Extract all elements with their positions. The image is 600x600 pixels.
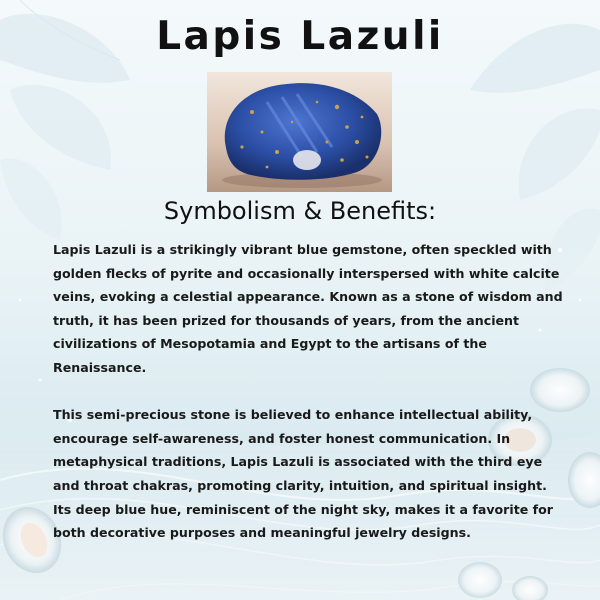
description-body: [53, 238, 565, 568]
page-title: Lapis Lazuli: [156, 14, 444, 59]
section-heading: Symbolism & Benefits:: [163, 197, 437, 225]
gemstone-photo: [207, 72, 392, 192]
description-paragraph: Lapis Lazuli is a strikingly vibrant blue gemstone, often speckled with golden flecks of pyrite and occasionally interspersed with white calcite veins, evoking a celestial appearance. Known as a stone of wisdom and truth, it has been prized for thousands of years, from the ancient civilizations of Mesopotamia and Egypt to the artisans of the Renaissance.: [53, 242, 563, 375]
description-paragraph: This semi-precious stone is believed to enhance intellectual ability, encourage self-awareness, and foster honest communication. In metaphysical traditions, Lapis Lazuli is associated with the third eye and throat chakras, promoting clarity, intuition, and spiritual insight. Its deep blue hue, reminiscent of the night sky, makes it a favorite for both decorative purposes and meaningful jewelry designs.: [53, 407, 553, 541]
